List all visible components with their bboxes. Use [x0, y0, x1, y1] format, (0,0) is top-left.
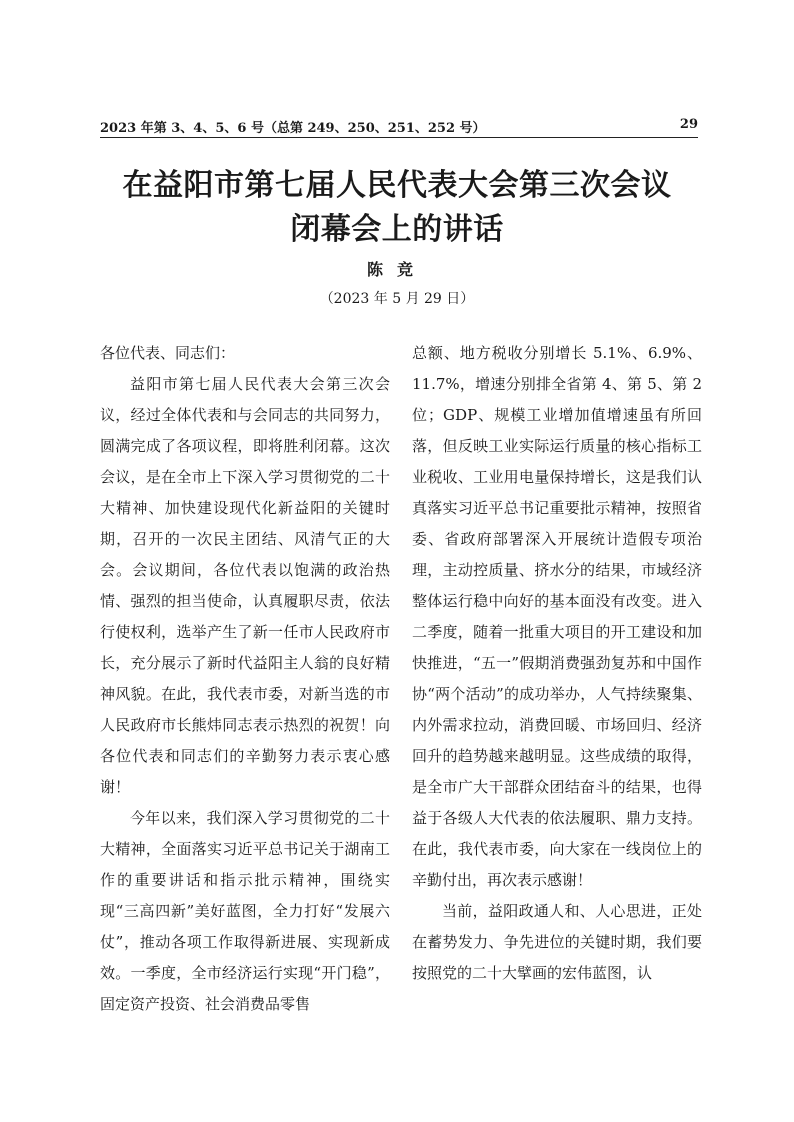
title-line-2: 闭幕会上的讲话	[290, 212, 504, 247]
paragraph-1: 益阳市第七届人民代表大会第三次会议，经过全体代表和与会同志的共同努力，圆满完成了各项议程，即将胜利闭幕。这次会议，是在全市上下深入学习贯彻党的二十大精神、加快建设现代化新益阳的关键时期，召开的一次民主团结、风清气正的大会。会议期间，各位代表以饱满的政治热情、强烈的担当使命，认真履职尽责，依法行使权利，选举产生了新一任市人民政府市长，充分展示了新时代益阳主人翁的良好精神风貌。在此，我代表市委，对新当选的市人民政府市长熊炜同志表示热烈的祝贺！向各位代表和同志们的辛勤努力表示衷心感谢！	[100, 375, 390, 796]
author-name: 陈竞	[366, 260, 427, 279]
paragraph-2-part-1: 今年以来，我们深入学习贯彻党的二十大精神，全面落实习近平总书记关于湖南工作的重要讲话和指示批示精神，围绕实现“三高四新”美好蓝图，全力打好“发展六仗”，推动各项工作取得新进展、实现新成效。一季度，全市经济运行实现“开门稳”，固定资产投资、社会消费品零售	[100, 809, 390, 1013]
salutation: 各位代表、同志们：	[100, 344, 236, 362]
right-column	[412, 338, 702, 989]
left-column	[100, 338, 390, 1020]
article-title	[90, 164, 704, 252]
page-number: 29	[679, 117, 698, 132]
title-line-1: 在益阳市第七届人民代表大会第三次会议	[122, 168, 672, 203]
paragraph-2-part-2: 总额、地方税收分别增长 5.1%、6.9%、11.7%，增速分别排全省第 4、第 5、第 2 位；GDP、规模工业增加值增速虽有所回落，但反映工业实际运行质量的核心指标工业税收、工业用电量保持增长，这是我们认真落实习近平总书记重要批示精神，按照省委、省政府部署深入开展统计造假专项治理，主动控质量、挤水分的结果，市域经济整体运行稳中向好的基本面没有改变。进入二季度，随着一批重大项目的开工建设和加快推进，“五一”假期消费强劲复苏和中国作协“两个活动”的成功举办，人气持续聚集、内外需求拉动，消费回暖、市场回归、经济回升的趋势越来越明显。这些成绩的取得，是全市广大干部群众团结奋斗的结果，也得益于各级人大代表的依法履职、鼎力支持。在此，我代表市委，向大家在一线岗位上的辛勤付出，再次表示感谢！	[412, 344, 702, 889]
paragraph-3: 当前，益阳政通人和、人心思进，正处在蓄势发力、争先进位的关键时期，我们要按照党的二十大擘画的宏伟蓝图，认	[412, 902, 702, 982]
running-header	[100, 115, 698, 138]
issue-info: 2023 年第 3、4、5、6 号（总第 249、250、251、252 号）	[100, 121, 486, 136]
speech-date: （2023 年 5 月 29 日）	[319, 291, 475, 307]
